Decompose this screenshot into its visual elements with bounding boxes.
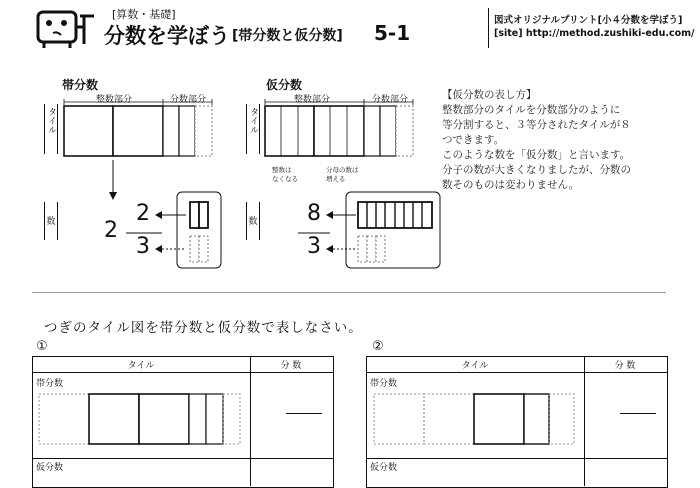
explanation-line: つできます。 bbox=[442, 134, 505, 146]
mixed-whole-part-label: 整数部分 bbox=[96, 95, 133, 105]
mixed-number-label: 数 bbox=[44, 202, 58, 240]
mixed-tile-label: タイル bbox=[44, 104, 58, 154]
improper-tile-label: タイル bbox=[246, 104, 260, 154]
page-subtitle: [帯分数と仮分数] bbox=[232, 28, 343, 44]
problem-1-tile-figure bbox=[32, 356, 250, 456]
column-header-tile: タイル bbox=[461, 361, 489, 371]
row-label-mixed: 帯分数 bbox=[370, 379, 398, 389]
problem-2-tile-figure bbox=[366, 356, 584, 456]
page-number: 5-1 bbox=[374, 21, 411, 45]
mixed-heading: 帯分数 bbox=[62, 78, 99, 92]
explanation bbox=[442, 88, 692, 193]
explanation-line: 等分割すると、３等分されたタイルが８ bbox=[442, 119, 631, 131]
improper-numerator: 8 bbox=[307, 201, 321, 226]
answer-line[interactable] bbox=[286, 413, 322, 414]
empty-piece bbox=[396, 106, 413, 156]
improper-denominator: 3 bbox=[307, 234, 321, 259]
improper-whole-part-label: 整数部分 bbox=[294, 95, 331, 105]
explanation-line: このような数を「仮分数」と言います。 bbox=[442, 149, 631, 161]
improper-heading: 仮分数 bbox=[266, 78, 303, 92]
category-label: [算数・基礎] bbox=[112, 8, 176, 21]
row-label-improper: 仮分数 bbox=[36, 463, 64, 473]
empty-piece bbox=[358, 236, 367, 262]
empty-piece bbox=[367, 236, 376, 262]
improper-note-left: 整数は なくなる bbox=[272, 166, 298, 183]
row-label-improper: 仮分数 bbox=[370, 463, 398, 473]
instruction: つぎのタイル図を帯分数と仮分数で表しなさい。 bbox=[44, 320, 363, 336]
site-url[interactable]: [site] http://method.zushiki-edu.com/ bbox=[494, 28, 695, 39]
problem-1-table bbox=[32, 356, 334, 476]
improper-tile-diagram bbox=[0, 0, 460, 280]
fraction-piece bbox=[364, 106, 380, 156]
problem-2-table bbox=[366, 356, 668, 476]
fraction-piece bbox=[380, 106, 396, 156]
empty-piece bbox=[376, 236, 385, 262]
page-title: 分数を学ぼう bbox=[104, 24, 230, 48]
column-header-answer: 分 数 bbox=[280, 361, 302, 371]
column-header-tile: タイル bbox=[127, 361, 155, 371]
column-header-answer: 分 数 bbox=[614, 361, 636, 371]
brand-text: 図式オリジナルプリント[小４分数を学ぼう] bbox=[494, 15, 683, 26]
mixed-whole-number: 2 bbox=[104, 218, 118, 243]
improper-fraction-part-label: 分数部分 bbox=[372, 95, 409, 105]
section-divider bbox=[32, 292, 666, 293]
problem-2-number: ② bbox=[372, 339, 384, 354]
row-label-mixed: 帯分数 bbox=[36, 379, 64, 389]
mixed-numerator: 2 bbox=[136, 201, 150, 226]
explanation-line: 整数部分のタイルを分数部分のように bbox=[442, 104, 621, 116]
mixed-denominator: 3 bbox=[136, 234, 150, 259]
improper-note-right: 分母の数は 増える bbox=[326, 166, 359, 183]
explanation-heading: 【仮分数の表し方】 bbox=[442, 89, 537, 101]
improper-number-label: 数 bbox=[246, 202, 260, 240]
header-divider bbox=[488, 8, 489, 48]
problem-1-number: ① bbox=[36, 339, 48, 354]
explanation-line: 分子の数が大きくなりましたが、分数の bbox=[442, 164, 631, 176]
explanation-line: 数そのものは変わりません。 bbox=[442, 179, 580, 191]
answer-line[interactable] bbox=[620, 413, 656, 414]
mixed-fraction-part-label: 分数部分 bbox=[170, 95, 207, 105]
